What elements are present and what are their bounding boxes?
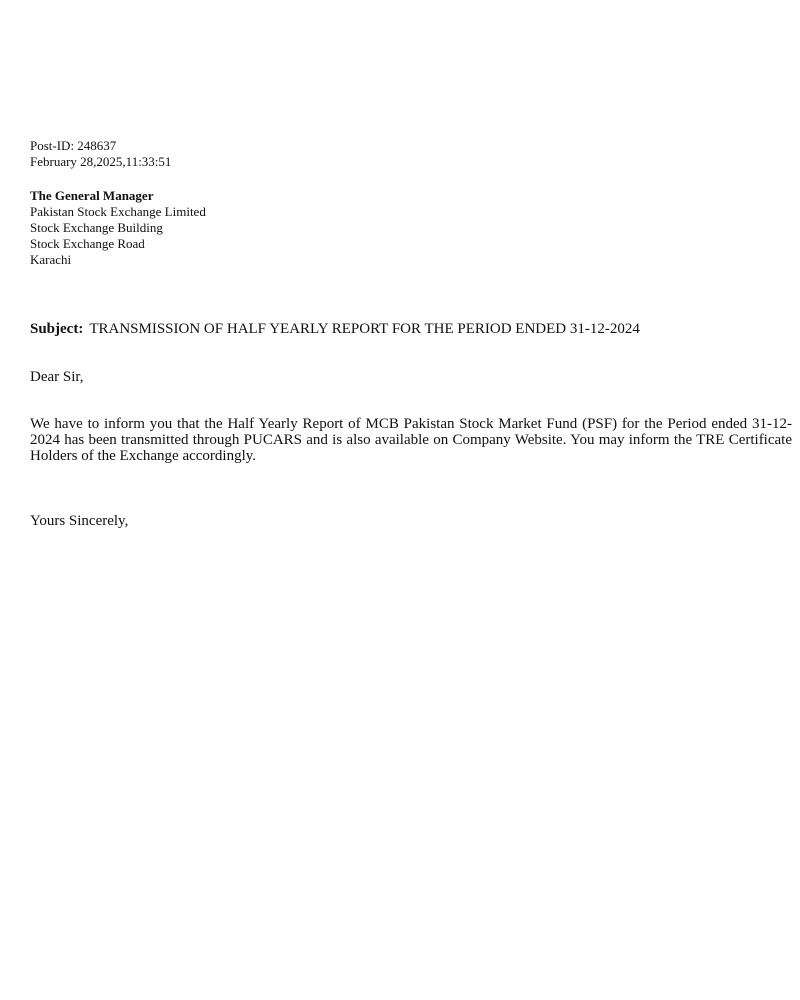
subject-text: TRANSMISSION OF HALF YEARLY REPORT FOR THE PERIOD ENDED 31-12-2024 [89,321,640,337]
recipient-organization: Pakistan Stock Exchange Limited [30,204,206,219]
letter-body: We have to inform you that the Half Yearly Report of MCB Pakistan Stock Market Fund (PSF) for the Period ended 31-12-2024 has been transmitted through PUCARS and is also available on Company Website. You may inform the TRE Certificate Holders of the Exchange accordingly. [30,416,792,464]
post-id: Post-ID: 248637 [30,138,117,153]
letter-document [30,138,792,530]
post-datetime: February 28,2025,11:33:51 [30,154,172,169]
recipient-address [30,188,792,268]
recipient-road: Stock Exchange Road [30,236,145,251]
recipient-city: Karachi [30,252,72,267]
subject-label: Subject: [30,321,84,337]
closing: Yours Sincerely, [30,513,129,529]
recipient-building: Stock Exchange Building [30,220,163,235]
recipient-title: The General Manager [30,188,154,203]
salutation: Dear Sir, [30,369,84,385]
subject-line [30,320,792,338]
